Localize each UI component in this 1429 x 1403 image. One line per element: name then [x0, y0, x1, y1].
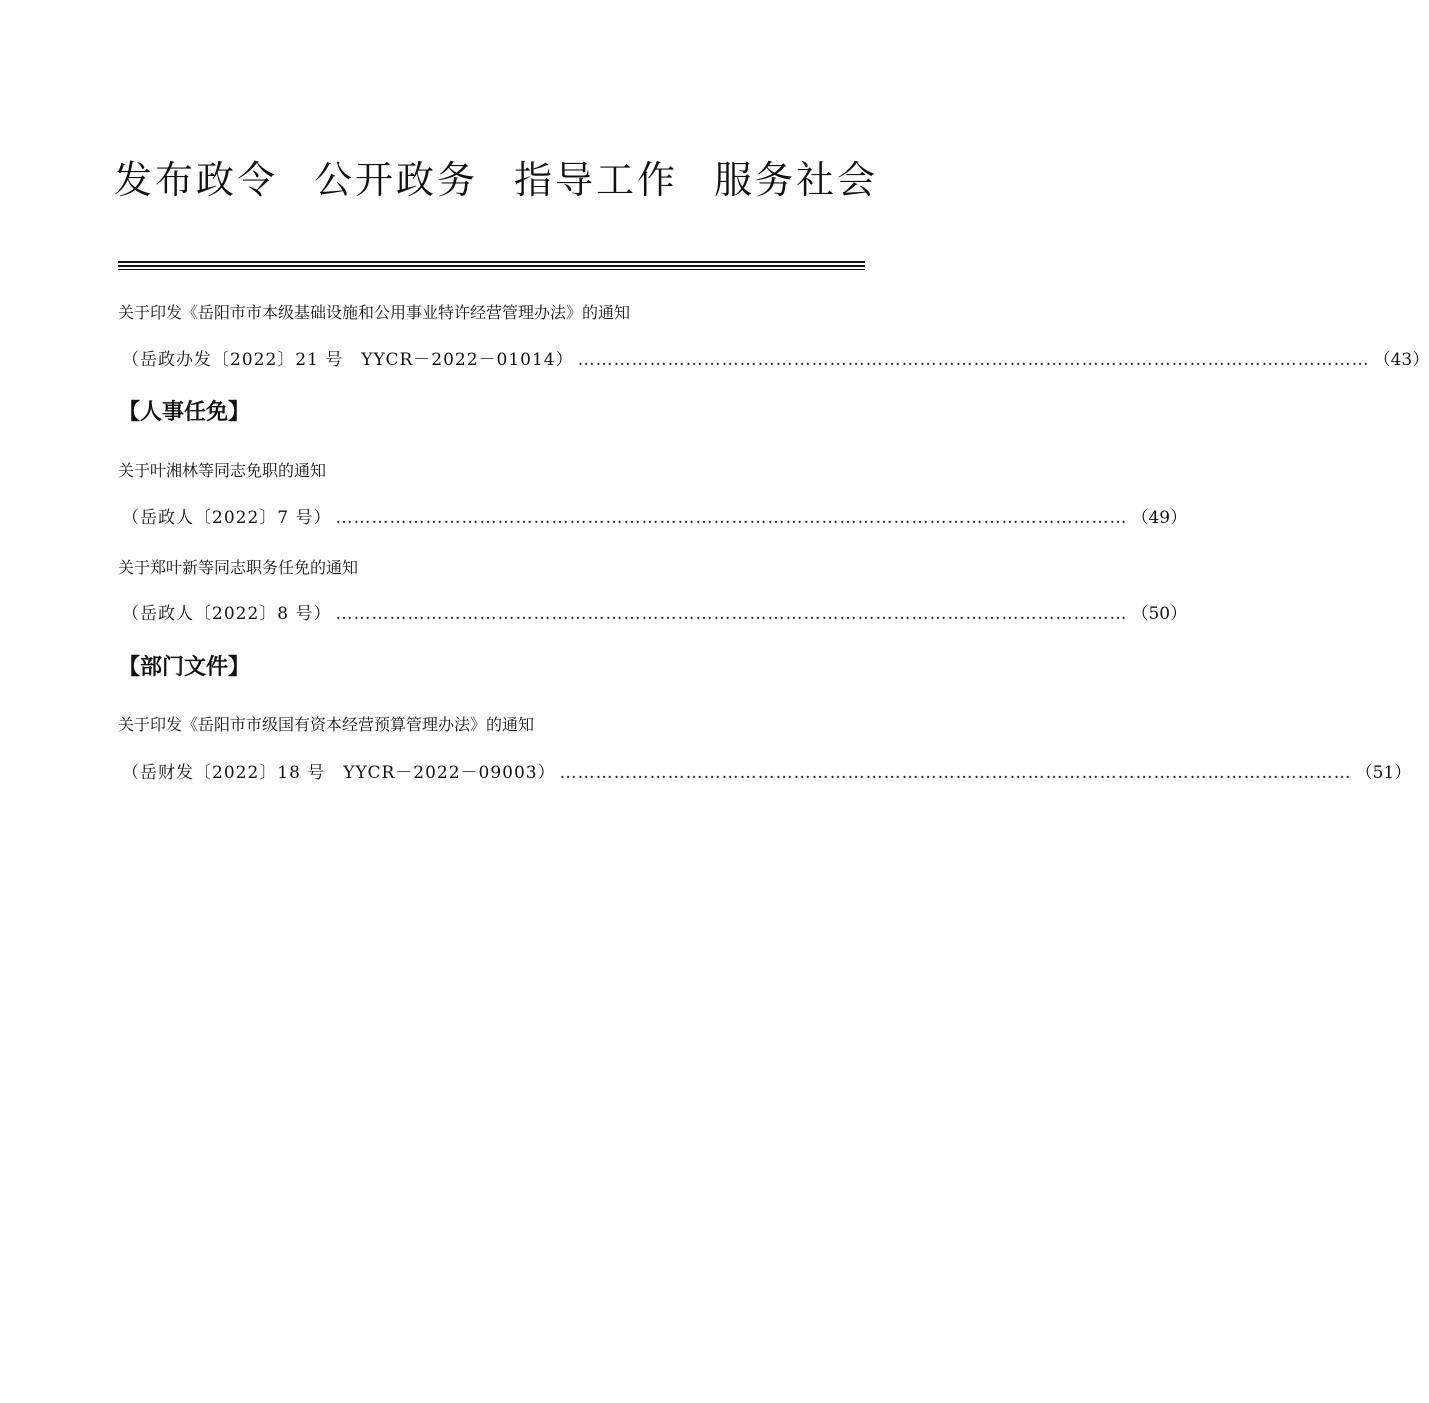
divider-line	[118, 261, 865, 263]
slogan-part: 指导工作	[514, 158, 679, 202]
toc-entry-title[interactable]: 关于郑叶新等同志职务任免的通知	[118, 558, 359, 577]
toc-entry-reference-line[interactable]	[122, 348, 1429, 372]
toc-entry-title[interactable]: 关于叶湘林等同志免职的通知	[118, 461, 327, 480]
toc-entry-reference-line[interactable]	[122, 506, 1188, 530]
toc-entry-reference: （岳财发〔2022〕18 号 YYCR－2022－09003）	[122, 763, 556, 783]
toc-entry-reference: （岳政人〔2022〕7 号）	[122, 508, 332, 528]
toc-entry-reference: （岳政人〔2022〕8 号）	[122, 604, 332, 624]
page-slogan	[0, 152, 992, 208]
toc-entry-reference-line[interactable]	[122, 761, 1412, 785]
section-heading-department-documents: 【部门文件】	[118, 655, 251, 680]
toc-entry-page-number: （43）	[1373, 350, 1429, 370]
dot-leader: ……………………………………………………………………………………………………………………	[335, 508, 1128, 528]
toc-entry-reference: （岳政办发〔2022〕21 号 YYCR－2022－01014）	[122, 350, 574, 370]
slogan-part: 服务社会	[714, 158, 879, 202]
dot-leader: ……………………………………………………………………………………………………………………	[577, 350, 1370, 370]
toc-entry-page-number: （50）	[1131, 604, 1188, 624]
toc-entry-reference-line[interactable]	[122, 602, 1188, 626]
divider-line	[118, 265, 865, 267]
slogan-part: 发布政令	[113, 158, 278, 202]
section-heading-personnel: 【人事任免】	[118, 400, 251, 425]
toc-entry-page-number: （49）	[1131, 508, 1188, 528]
slogan-part: 公开政务	[313, 158, 478, 202]
toc-entry-title[interactable]: 关于印发《岳阳市市级国有资本经营预算管理办法》的通知	[118, 715, 535, 734]
toc-entry-title[interactable]: 关于印发《岳阳市市本级基础设施和公用事业特许经营管理办法》的通知	[118, 303, 631, 322]
divider-line	[118, 269, 865, 270]
dot-leader: ……………………………………………………………………………………………………………………	[335, 604, 1128, 624]
toc-entry-page-number: （51）	[1355, 763, 1412, 783]
dot-leader: ……………………………………………………………………………………………………………………	[559, 763, 1352, 783]
